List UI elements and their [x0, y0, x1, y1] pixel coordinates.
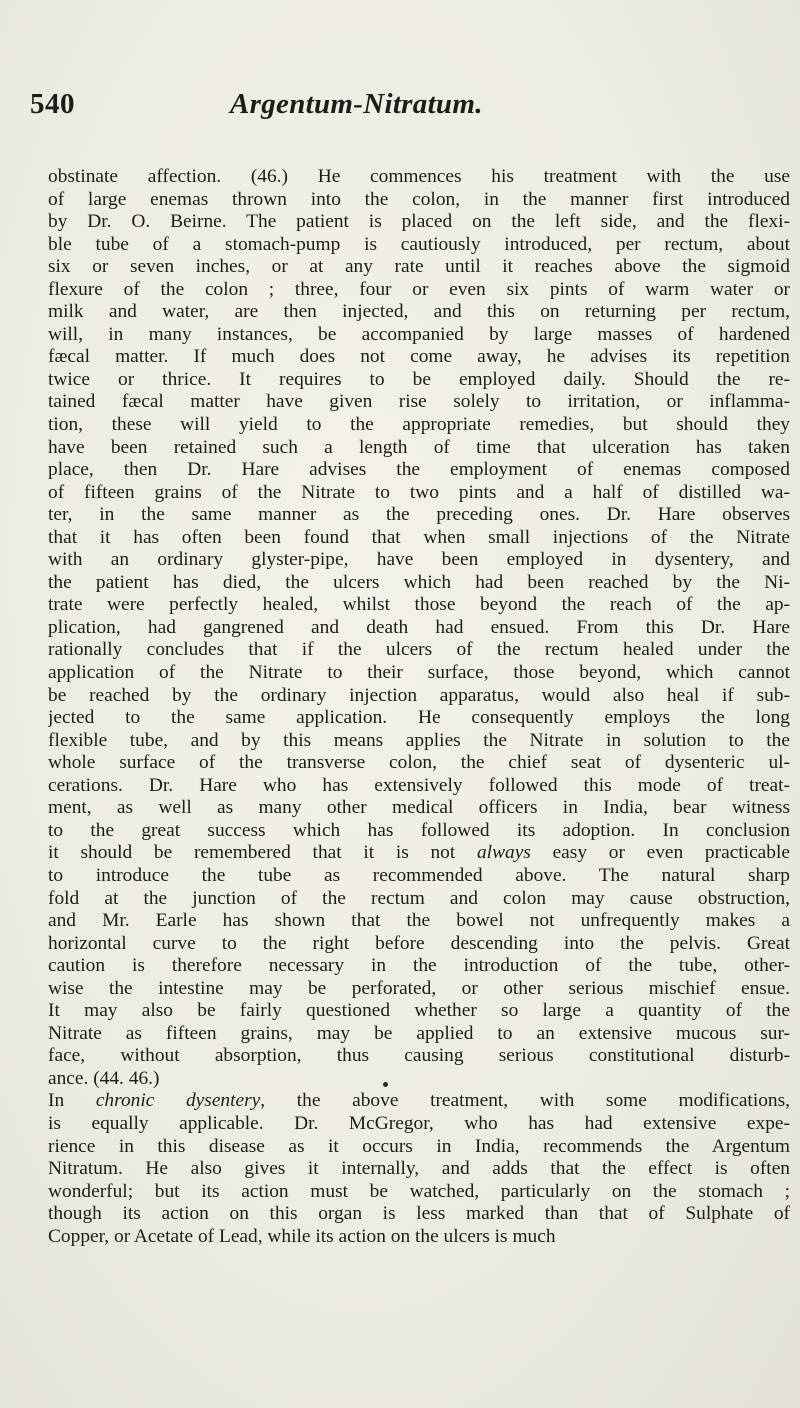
text-line: to the great success which has followed its adoption. In conclusion [48, 819, 790, 841]
text-line: is equally applicable. Dr. McGregor, who has had extensive expe- [48, 1112, 790, 1134]
text-line: flexible tube, and by this means applies the Nitrate in solution to the [48, 729, 790, 751]
text-line: will, in many instances, be accompanied by large masses of hardened [48, 323, 790, 345]
text-line: of fifteen grains of the Nitrate to two pints and a half of distilled wa- [48, 481, 790, 503]
text-line: six or seven inches, or at any rate until it reaches above the sigmoid [48, 256, 790, 278]
text-line: In chronic dysentery, the above treatment, with some modifications, [48, 1090, 790, 1112]
text-line: plication, had gangrened and death had ensued. From this Dr. Hare [48, 616, 790, 638]
running-title: Argentum-Nitratum. [230, 88, 483, 120]
text-line: fold at the junction of the rectum and colon may cause obstruction, [48, 887, 790, 909]
text-line: it should be remembered that it is not always easy or even practicable [48, 842, 790, 864]
emphasis-text: always [476, 842, 531, 864]
text-line: have been retained such a length of time that ulceration has taken [48, 436, 790, 458]
text-line: fæcal matter. If much does not come away, he advises its repetition [48, 346, 790, 368]
emphasis-text: chronic dysentery [95, 1090, 261, 1112]
text-line: obstinate affection. (46.) He commences his treatment with the use [48, 166, 790, 187]
text-line: trate were perfectly healed, whilst those beyond the reach of the ap- [48, 594, 790, 616]
text-line: place, then Dr. Hare advises the employment of enemas composed [48, 459, 790, 481]
ink-dot [383, 1082, 388, 1087]
text-line: to introduce the tube as recommended above. The natural sharp [48, 864, 790, 886]
text-line: of large enemas thrown into the colon, in the manner first introduced [48, 188, 790, 210]
text-line: with an ordinary glyster-pipe, have been employed in dysentery, and [48, 549, 790, 571]
text-line: face, without absorption, thus causing serious constitutional disturb- [48, 1045, 790, 1067]
text-line: Copper, or Acetate of Lead, while its action on the ulcers is much [48, 1225, 556, 1247]
text-line: that it has often been found that when small injections of the Nitrate [48, 526, 790, 548]
text-line: ble tube of a stomach-pump is cautiously introduced, per rectum, about [48, 233, 790, 255]
text-line: tained fæcal matter have given rise solely to irritation, or inflamma- [48, 391, 790, 413]
text-line: rience in this disease as it occurs in India, recommends the Argentum [48, 1135, 790, 1157]
page-number: 540 [30, 88, 75, 120]
page-header [30, 88, 770, 132]
text-line: horizontal curve to the right before descending into the pelvis. Great [48, 932, 790, 954]
text-line: and Mr. Earle has shown that the bowel not unfrequently makes a [48, 910, 790, 932]
text-line: by Dr. O. Beirne. The patient is placed on the left side, and the flexi- [48, 211, 790, 233]
text-line: tion, these will yield to the appropriate remedies, but should they [48, 414, 790, 436]
text-line: whole surface of the transverse colon, the chief seat of dysenteric ul- [48, 752, 790, 774]
text-line: ance. (44. 46.) [48, 1067, 160, 1089]
text-line: caution is therefore necessary in the introduction of the tube, other- [48, 955, 790, 977]
text-line: cerations. Dr. Hare who has extensively followed this mode of treat- [48, 774, 790, 796]
text-line: be reached by the ordinary injection apparatus, would also heal if sub- [48, 684, 790, 706]
text-line: wise the intestine may be perforated, or other serious mischief ensue. [48, 977, 790, 999]
text-line: though its action on this organ is less marked than that of Sulphate of [48, 1203, 790, 1225]
text-line: twice or thrice. It requires to be employed daily. Should the re- [48, 368, 790, 390]
text-line: jected to the same application. He consequently employs the long [48, 707, 790, 729]
text-line: ter, in the same manner as the preceding ones. Dr. Hare observes [48, 504, 790, 526]
text-line: ment, as well as many other medical officers in India, bear witness [48, 797, 790, 819]
text-line: Nitrate as fifteen grains, may be applied to an extensive mucous sur- [48, 1022, 790, 1044]
text-line: wonderful; but its action must be watched, particularly on the stomach ; [48, 1180, 790, 1202]
body-text [48, 166, 790, 1248]
text-line: milk and water, are then injected, and this on returning per rectum, [48, 301, 790, 323]
text-line: the patient has died, the ulcers which had been reached by the Ni- [48, 571, 790, 593]
text-line: Nitratum. He also gives it internally, and adds that the effect is often [48, 1158, 790, 1180]
text-line: application of the Nitrate to their surface, those beyond, which cannot [48, 662, 790, 684]
text-line: It may also be fairly questioned whether so large a quantity of the [48, 1000, 790, 1022]
text-line: rationally concludes that if the ulcers of the rectum healed under the [48, 639, 790, 661]
text-line: flexure of the colon ; three, four or even six pints of warm water or [48, 278, 790, 300]
